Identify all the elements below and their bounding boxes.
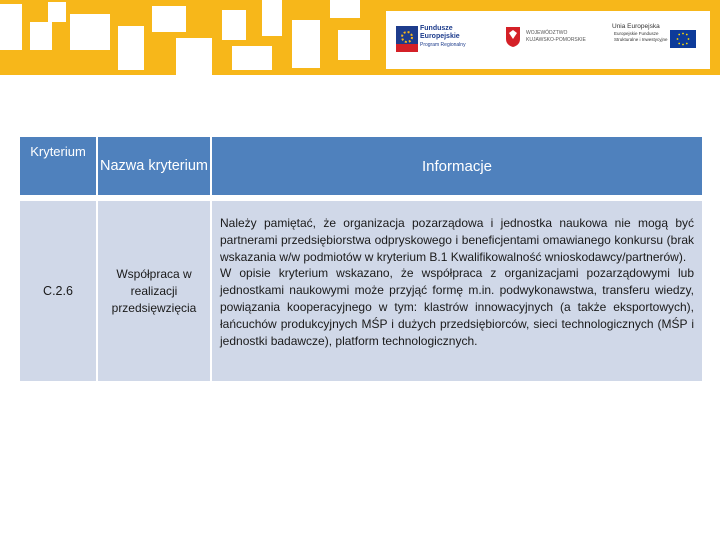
eu-logo-text	[612, 22, 668, 43]
row-info-text	[212, 201, 702, 349]
voivodeship-logo	[504, 25, 594, 55]
header-criterion	[20, 137, 98, 197]
banner-decoration	[152, 6, 186, 32]
voivodeship-logo-line1: WOJEWÓDZTWO	[526, 30, 568, 36]
banner-decoration	[30, 22, 52, 50]
row-info	[212, 201, 702, 383]
eu-logo-line3: Strukturalne i Inwestycyjne	[614, 37, 668, 42]
header-banner	[0, 0, 720, 75]
banner-decoration	[330, 0, 360, 18]
banner-decoration	[262, 0, 282, 36]
eu-logo	[612, 22, 708, 58]
criteria-table	[20, 137, 702, 383]
voivodeship-shield-icon	[506, 27, 520, 47]
banner-decoration	[0, 4, 22, 50]
banner-decoration	[338, 30, 370, 60]
banner-decoration	[232, 46, 272, 70]
funds-logo-line1: Fundusze	[420, 25, 453, 32]
logo-strip	[386, 11, 710, 69]
banner-decoration	[176, 38, 212, 75]
eu-flag-icon	[670, 30, 696, 48]
banner-decoration	[48, 2, 66, 22]
funds-star-icon	[396, 26, 418, 52]
voivodeship-logo-line2: KUJAWSKO-POMORSKIE	[526, 37, 586, 43]
funds-logo-line2: Europejskie	[420, 33, 460, 40]
row-info-paragraph-1: Należy pamiętać, że organizacja pozarządowa i jednostka naukowa nie mogą być partnerami przedsiębiorstwa odpryskowego i beneficjentami omawianego konkursu (brak wskazania w/w podmiotów w kryterium B.1 Kwalifikowalność wnioskodawcy/partnerów).	[220, 216, 694, 264]
header-criterion-label: Kryterium	[30, 144, 86, 159]
header-name: Nazwa kryterium	[98, 137, 212, 197]
row-info-paragraph-2: W opisie kryterium wskazano, że współpraca z organizacjami pozarządowymi lub jednostkami naukowymi może przyjąć formę m.in. podwykonawstwa, transferu wiedzy, powiązania kooperacyjnego w tym: klastrów innowacyjnych (a także eksportowych), łańcuchów produkcyjnych MŚP i dużych przedsiębiorców, sieci technologicznych (MŚP i jednostki badawcze), platform technologicznych.	[220, 266, 694, 348]
row-code: C.2.6	[20, 201, 98, 383]
funds-logo	[396, 24, 484, 56]
banner-decoration	[70, 14, 110, 50]
header-info: Informacje	[212, 137, 702, 197]
row-name: Współpraca w realizacji przedsięwzięcia	[98, 201, 212, 383]
funds-logo-line3: Program Regionalny	[420, 42, 466, 48]
eu-logo-line1: Unia Europejska	[612, 23, 660, 30]
banner-decoration	[222, 10, 246, 40]
banner-decoration	[118, 26, 144, 70]
funds-logo-text	[420, 25, 466, 49]
table-row	[20, 201, 702, 383]
voivodeship-logo-text	[526, 30, 586, 44]
banner-decoration	[292, 20, 320, 68]
table-header-row	[20, 137, 702, 197]
eu-logo-line2: Europejskie Fundusze	[614, 31, 659, 36]
